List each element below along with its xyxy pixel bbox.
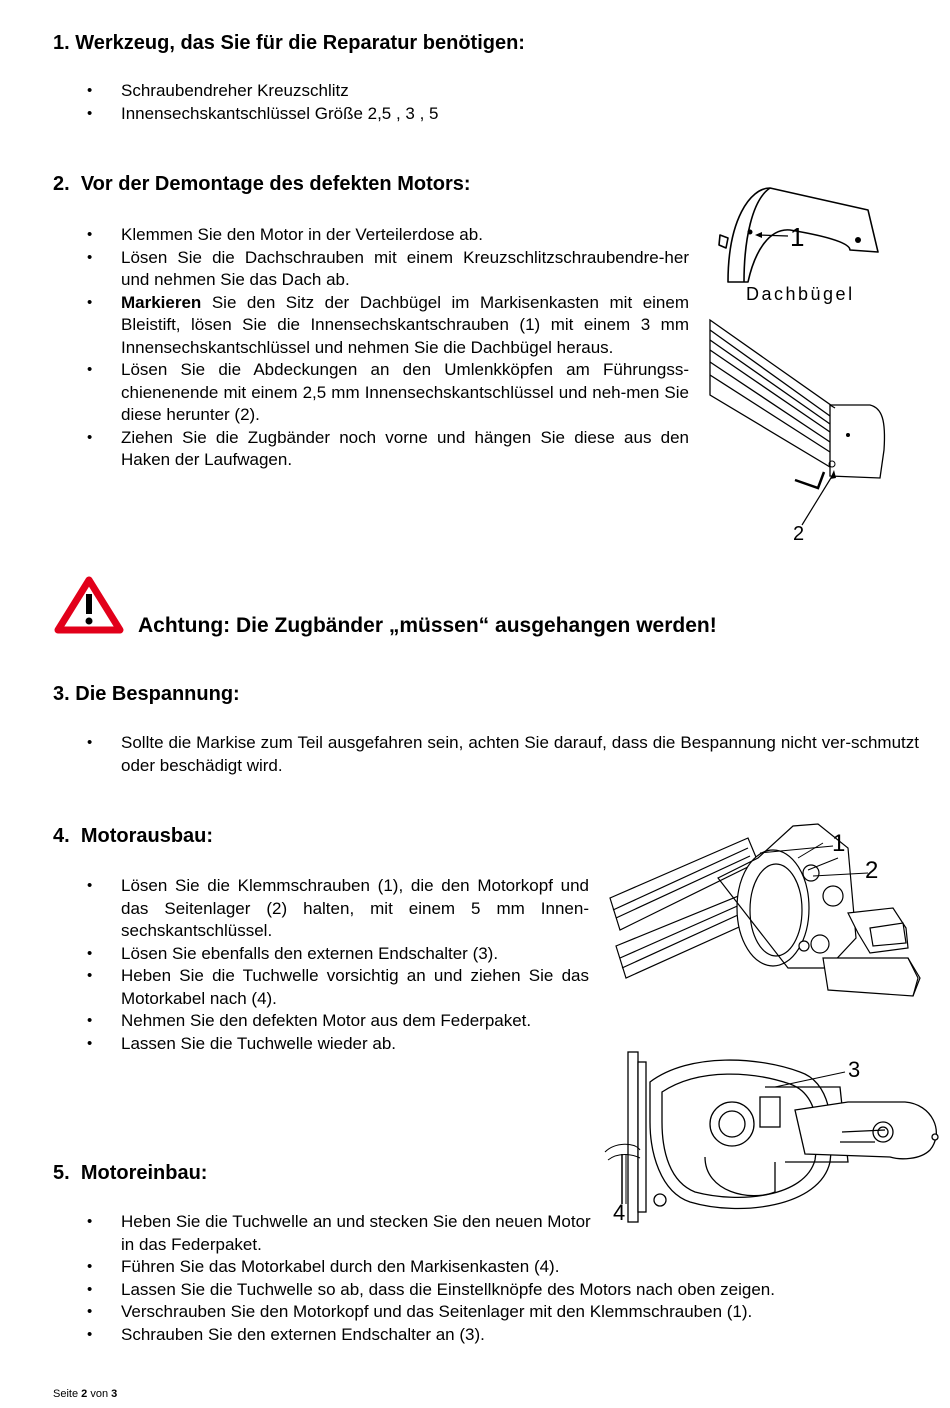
list-item <box>55 292 689 360</box>
list-item: • Ziehen Sie die Zugbänder noch vorne und hängen Sie diese aus den Haken der Laufwagen. <box>55 427 689 472</box>
list-item: • Heben Sie die Tuchwelle vorsichtig an und ziehen Sie das Motorkabel nach (4). <box>55 965 589 1010</box>
fig3-callout-4: 4 <box>613 1200 626 1225</box>
list-item: • Schrauben Sie den externen Endschalter an (3). <box>55 1324 935 1347</box>
section-title: Motorausbau: <box>80 825 214 847</box>
section-number: 2. <box>53 173 70 195</box>
list-item: • Heben Sie die Tuchwelle an und stecken Sie den neuen Motor in das Federpaket. <box>55 1211 591 1256</box>
list-item: • Lösen Sie die Dachschrauben mit einem Kreuzschlitzschraubendre-her und nehmen Sie das Dach ab. <box>55 247 689 292</box>
section-1-heading <box>53 32 525 55</box>
endswitch-figure <box>600 1042 945 1222</box>
warning-triangle-icon <box>54 576 124 634</box>
list-item: • Lösen Sie die Abdeckungen an den Umlenkköpfen am Führungss-chienenende mit einem 2,5 mm Innensechskantschlüssel und neh-men Sie diese herunter (2). <box>55 359 689 427</box>
footer-prefix: Seite <box>53 1388 82 1400</box>
bespannung-list <box>55 732 919 777</box>
section-title: Vor der Demontage des defekten Motors: <box>80 173 471 195</box>
list-item: • Nehmen Sie den defekten Motor aus dem Federpaket. <box>55 1010 589 1033</box>
demontage-list <box>55 224 689 472</box>
section-number: 1. <box>53 32 70 54</box>
section-4-heading <box>53 825 213 848</box>
fig1-callout-2: 2 <box>793 523 805 545</box>
list-item: • Innensechskantschlüssel Größe 2,5 , 3 , 5 <box>55 103 695 126</box>
section-title: Die Bespannung: <box>75 683 240 705</box>
tool-list <box>55 80 695 125</box>
list-item: • Lösen Sie die Klemmschrauben (1), die den Motorkopf und das Seitenlager (2) halten, mit einem 5 mm Innen-sechskantschlüssel. <box>55 875 589 943</box>
list-item: • Lösen Sie ebenfalls den externen Endschalter (3). <box>55 943 589 966</box>
fig2-callout-1: 1 <box>832 830 846 857</box>
section-number: 3. <box>53 683 70 705</box>
bold-keyword: Markieren <box>121 292 202 312</box>
fig3-callout-3: 3 <box>848 1057 861 1082</box>
list-item: • Lassen Sie die Tuchwelle so ab, dass die Einstellknöpfe des Motors nach oben zeigen. <box>55 1279 935 1302</box>
footer-middle: von <box>87 1388 112 1400</box>
section-2-heading <box>53 173 471 196</box>
fig2-callout-2: 2 <box>865 857 879 884</box>
list-item: • Verschrauben Sie den Motorkopf und das Seitenlager mit den Klemmschrauben (1). <box>55 1301 935 1324</box>
list-item: • Lassen Sie die Tuchwelle wieder ab. <box>55 1033 589 1056</box>
motorausbau-list <box>55 875 589 1055</box>
section-number: 4. <box>53 825 70 847</box>
list-item: • Klemmen Sie den Motor in der Verteilerdose ab. <box>55 224 689 247</box>
section-3-heading <box>53 683 240 706</box>
footer-page: 2 <box>81 1388 88 1400</box>
list-item-text: Sie den Sitz der Dachbügel im Markisenkasten mit einem Bleistift, lösen Sie die Innensechskantschrauben (1) mit einem 3 mm Innensechskantschlüssel und nehmen Sie die Dachbügel heraus. <box>121 292 689 357</box>
section-5-heading <box>53 1162 207 1185</box>
list-item: • Schraubendreher Kreuzschlitz <box>55 80 695 103</box>
warning-text: Achtung: Die Zugbänder „müssen“ ausgehangen werden! <box>138 614 717 637</box>
footer-total: 3 <box>111 1388 118 1400</box>
section-number: 5. <box>53 1162 70 1184</box>
fig1-callout-1: 1 <box>790 222 805 252</box>
motor-head-figure <box>608 818 928 1018</box>
dachbuegel-label: Dachbügel <box>746 284 855 304</box>
list-item: • Führen Sie das Motorkabel durch den Markisenkasten (4). <box>55 1256 935 1279</box>
page-footer <box>53 1388 117 1400</box>
section-title: Werkzeug, das Sie für die Reparatur benötigen: <box>75 32 525 54</box>
motoreinbau-list <box>55 1211 935 1346</box>
section-title: Motoreinbau: <box>80 1162 208 1184</box>
list-item: • Sollte die Markise zum Teil ausgefahren sein, achten Sie darauf, dass die Bespannung nicht ver-schmutzt oder beschädigt wird. <box>55 732 919 777</box>
